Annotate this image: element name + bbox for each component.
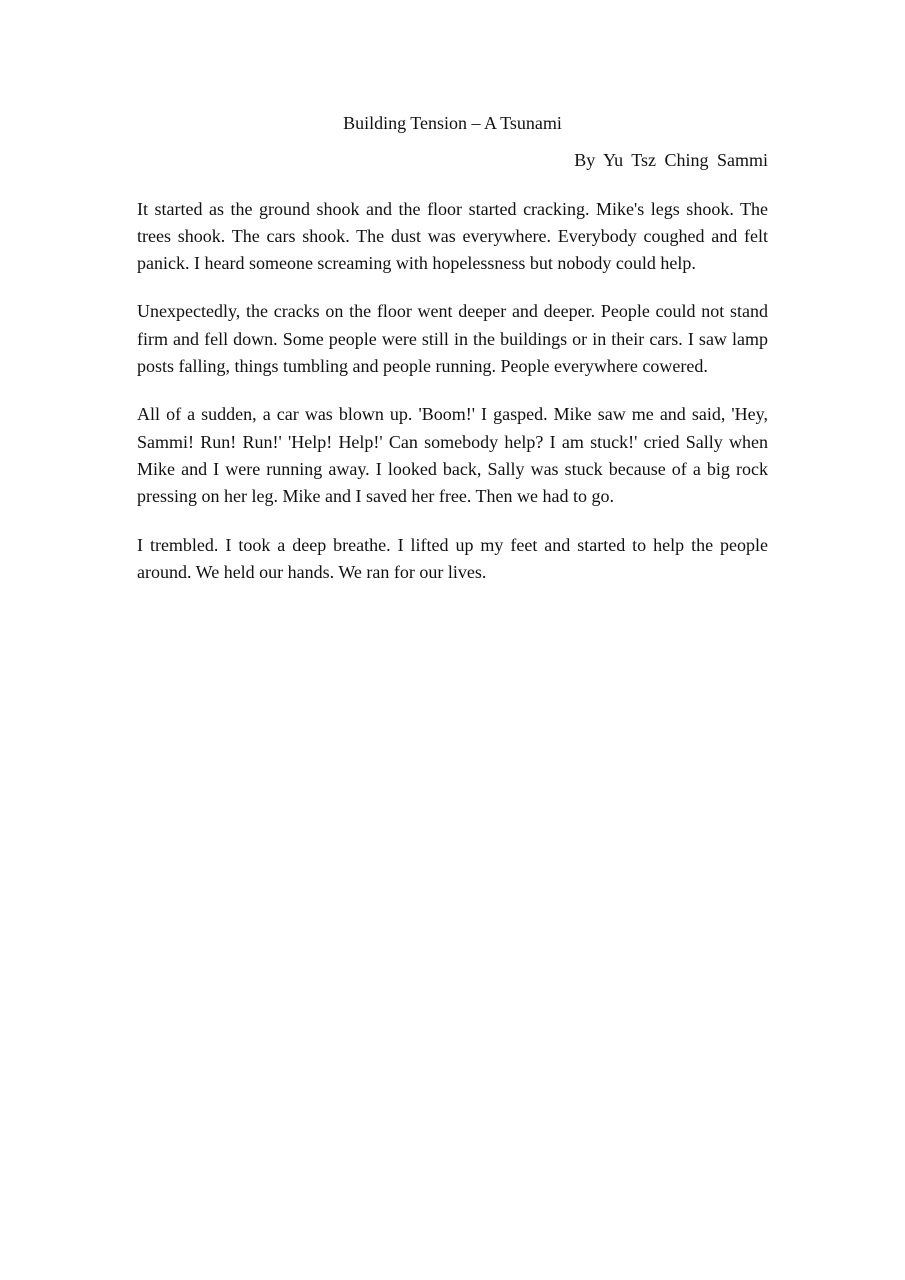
document-title: Building Tension – A Tsunami <box>343 113 562 133</box>
paragraph-4: I trembled. I took a deep breathe. I lifted up my feet and started to help the people around. We held our hands. We ran for our lives. <box>137 534 768 582</box>
author-byline: By Yu Tsz Ching Sammi <box>574 150 768 171</box>
paragraph-2: Unexpectedly, the cracks on the floor went deeper and deeper. People could not stand firm and fell down. Some people were still in the buildings or in their cars. I saw lamp posts falling, things tumbling and people running. People everywhere cowered. <box>137 301 768 377</box>
paragraph-3: All of a sudden, a car was blown up. 'Boom!' I gasped. Mike saw me and said, 'Hey, Sammi! Run! Run!' 'Help! Help!' Can somebody help? I am stuck!' cried Sally when Mike and I were running away. I looked back, Sally was stuck because of a big rock pressing on her leg. Mike and I saved her free. Then we had to go. <box>137 404 768 507</box>
document-page <box>137 110 768 607</box>
paragraph-1: It started as the ground shook and the floor started cracking. Mike's legs shook. The trees shook. The cars shook. The dust was everywhere. Everybody coughed and felt panick. I heard someone screaming with hopelessness but nobody could help. <box>137 198 768 274</box>
